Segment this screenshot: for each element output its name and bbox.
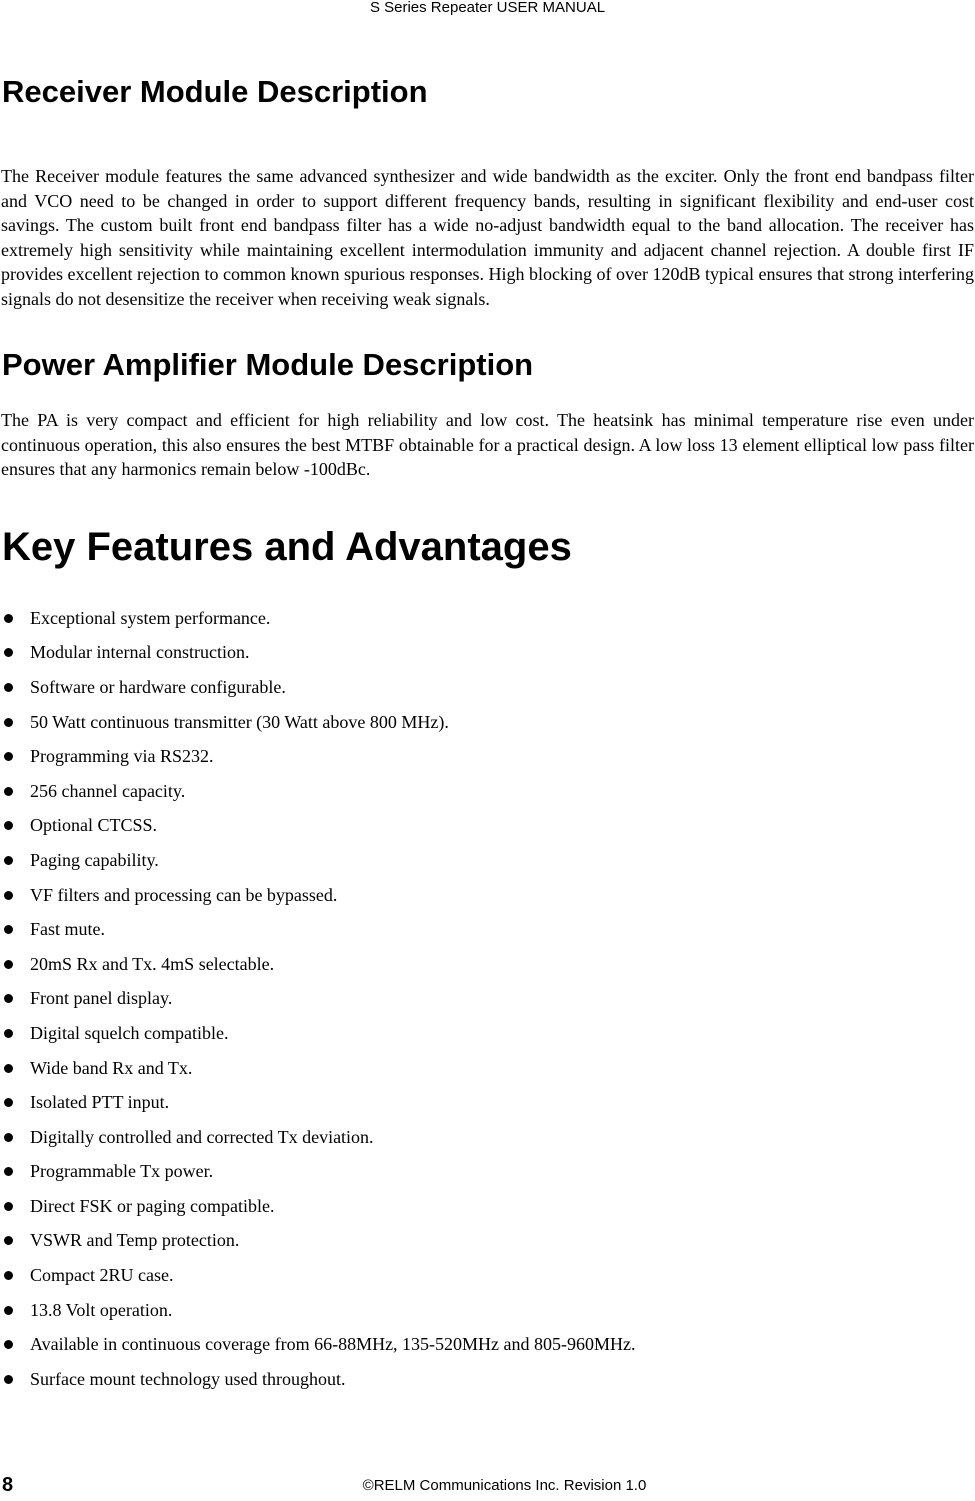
feature-item — [0, 1362, 975, 1397]
feature-text: Front panel display. — [30, 988, 173, 1009]
feature-item — [0, 843, 975, 878]
feature-text: Programmable Tx power. — [30, 1161, 214, 1182]
feature-item — [0, 1224, 975, 1259]
feature-text: Paging capability. — [30, 849, 159, 870]
bullet-icon — [4, 1271, 13, 1280]
features-heading: Key Features and Advantages — [2, 525, 572, 569]
bullet-icon — [4, 683, 13, 692]
feature-text: 13.8 Volt operation. — [30, 1299, 173, 1320]
feature-text: 256 channel capacity. — [30, 780, 186, 801]
feature-item — [0, 670, 975, 705]
bullet-icon — [4, 821, 13, 830]
feature-text: 20mS Rx and Tx. 4mS selectable. — [30, 953, 275, 974]
footer-copyright: ©RELM Communications Inc. Revision 1.0 — [362, 1477, 647, 1494]
feature-item — [0, 912, 975, 947]
bullet-icon — [4, 1133, 13, 1142]
feature-item — [0, 1155, 975, 1190]
bullet-icon — [4, 1375, 13, 1384]
bullet-icon — [4, 960, 13, 969]
bullet-icon — [4, 1167, 13, 1176]
feature-item — [0, 878, 975, 913]
feature-text: Fast mute. — [30, 919, 105, 940]
running-header: S Series Repeater USER MANUAL — [369, 0, 606, 16]
feature-item — [0, 1258, 975, 1293]
feature-item — [0, 705, 975, 740]
feature-text: Isolated PTT input. — [30, 1092, 170, 1113]
feature-text: VF filters and processing can be bypassed. — [30, 884, 338, 905]
receiver-paragraph: The Receiver module features the same advanced synthesizer and wide bandwidth as the exciter. Only the front end bandpass filter and VCO need to be changed in order to support different frequency bands, resulting in significant flexibility and end-user cost savings. The custom built front end bandpass filter has a wide no-adjust bandwidth equal to the band allocation. The receiver has extremely high sensitivity while maintaining excellent intermodulation immunity and adjacent channel rejection. A double first IF provides excellent rejection to common known spurious responses. High blocking of over 120dB typical ensures that strong interfering signals do not desensitize the receiver when receiving weak signals. — [1, 166, 974, 309]
feature-text: Digitally controlled and corrected Tx deviation. — [30, 1126, 374, 1147]
power-amplifier-heading: Power Amplifier Module Description — [2, 347, 534, 382]
bullet-icon — [4, 1064, 13, 1073]
bullet-icon — [4, 1098, 13, 1107]
feature-list — [0, 601, 975, 1397]
feature-item — [0, 947, 975, 982]
feature-item — [0, 739, 975, 774]
bullet-icon — [4, 1029, 13, 1038]
feature-item — [0, 636, 975, 671]
feature-text: 50 Watt continuous transmitter (30 Watt above 800 MHz). — [30, 711, 449, 732]
feature-item — [0, 1293, 975, 1328]
feature-item — [0, 1085, 975, 1120]
receiver-heading: Receiver Module Description — [2, 74, 428, 109]
bullet-icon — [4, 1202, 13, 1211]
bullet-icon — [4, 856, 13, 865]
bullet-icon — [4, 1306, 13, 1315]
feature-text: Wide band Rx and Tx. — [30, 1057, 193, 1078]
feature-text: Digital squelch compatible. — [30, 1022, 229, 1043]
feature-item — [0, 1327, 975, 1362]
bullet-icon — [4, 718, 13, 727]
feature-item — [0, 1189, 975, 1224]
feature-text: Modular internal construction. — [30, 642, 250, 663]
feature-text: Available in continuous coverage from 66-88MHz, 135-520MHz and 805-960MHz. — [30, 1334, 636, 1355]
feature-text: Direct FSK or paging compatible. — [30, 1195, 275, 1216]
feature-text: Exceptional system performance. — [30, 607, 271, 628]
power-amplifier-paragraph: The PA is very compact and efficient for high reliability and low cost. The heatsink has minimal temperature rise even under continuous operation, this also ensures the best MTBF obtainable for a practical design. A low loss 13 element elliptical low pass filter ensures that any harmonics remain below -100dBc. — [1, 410, 974, 479]
bullet-icon — [4, 925, 13, 934]
bullet-icon — [4, 648, 13, 657]
feature-item — [0, 1120, 975, 1155]
feature-item — [0, 809, 975, 844]
feature-item — [0, 1051, 975, 1086]
feature-text: Surface mount technology used throughout. — [30, 1368, 346, 1389]
feature-item — [0, 601, 975, 636]
feature-item — [0, 982, 975, 1017]
feature-text: Software or hardware configurable. — [30, 676, 286, 697]
bullet-icon — [4, 787, 13, 796]
feature-text: VSWR and Temp protection. — [30, 1230, 240, 1251]
feature-text: Optional CTCSS. — [30, 815, 158, 836]
page-number: 8 — [2, 1474, 14, 1496]
feature-item — [0, 774, 975, 809]
bullet-icon — [4, 752, 13, 761]
feature-item — [0, 1016, 975, 1051]
feature-text: Programming via RS232. — [30, 746, 214, 767]
feature-text: Compact 2RU case. — [30, 1265, 174, 1286]
bullet-icon — [4, 614, 13, 623]
bullet-icon — [4, 994, 13, 1003]
bullet-icon — [4, 1236, 13, 1245]
bullet-icon — [4, 891, 13, 900]
bullet-icon — [4, 1340, 13, 1349]
